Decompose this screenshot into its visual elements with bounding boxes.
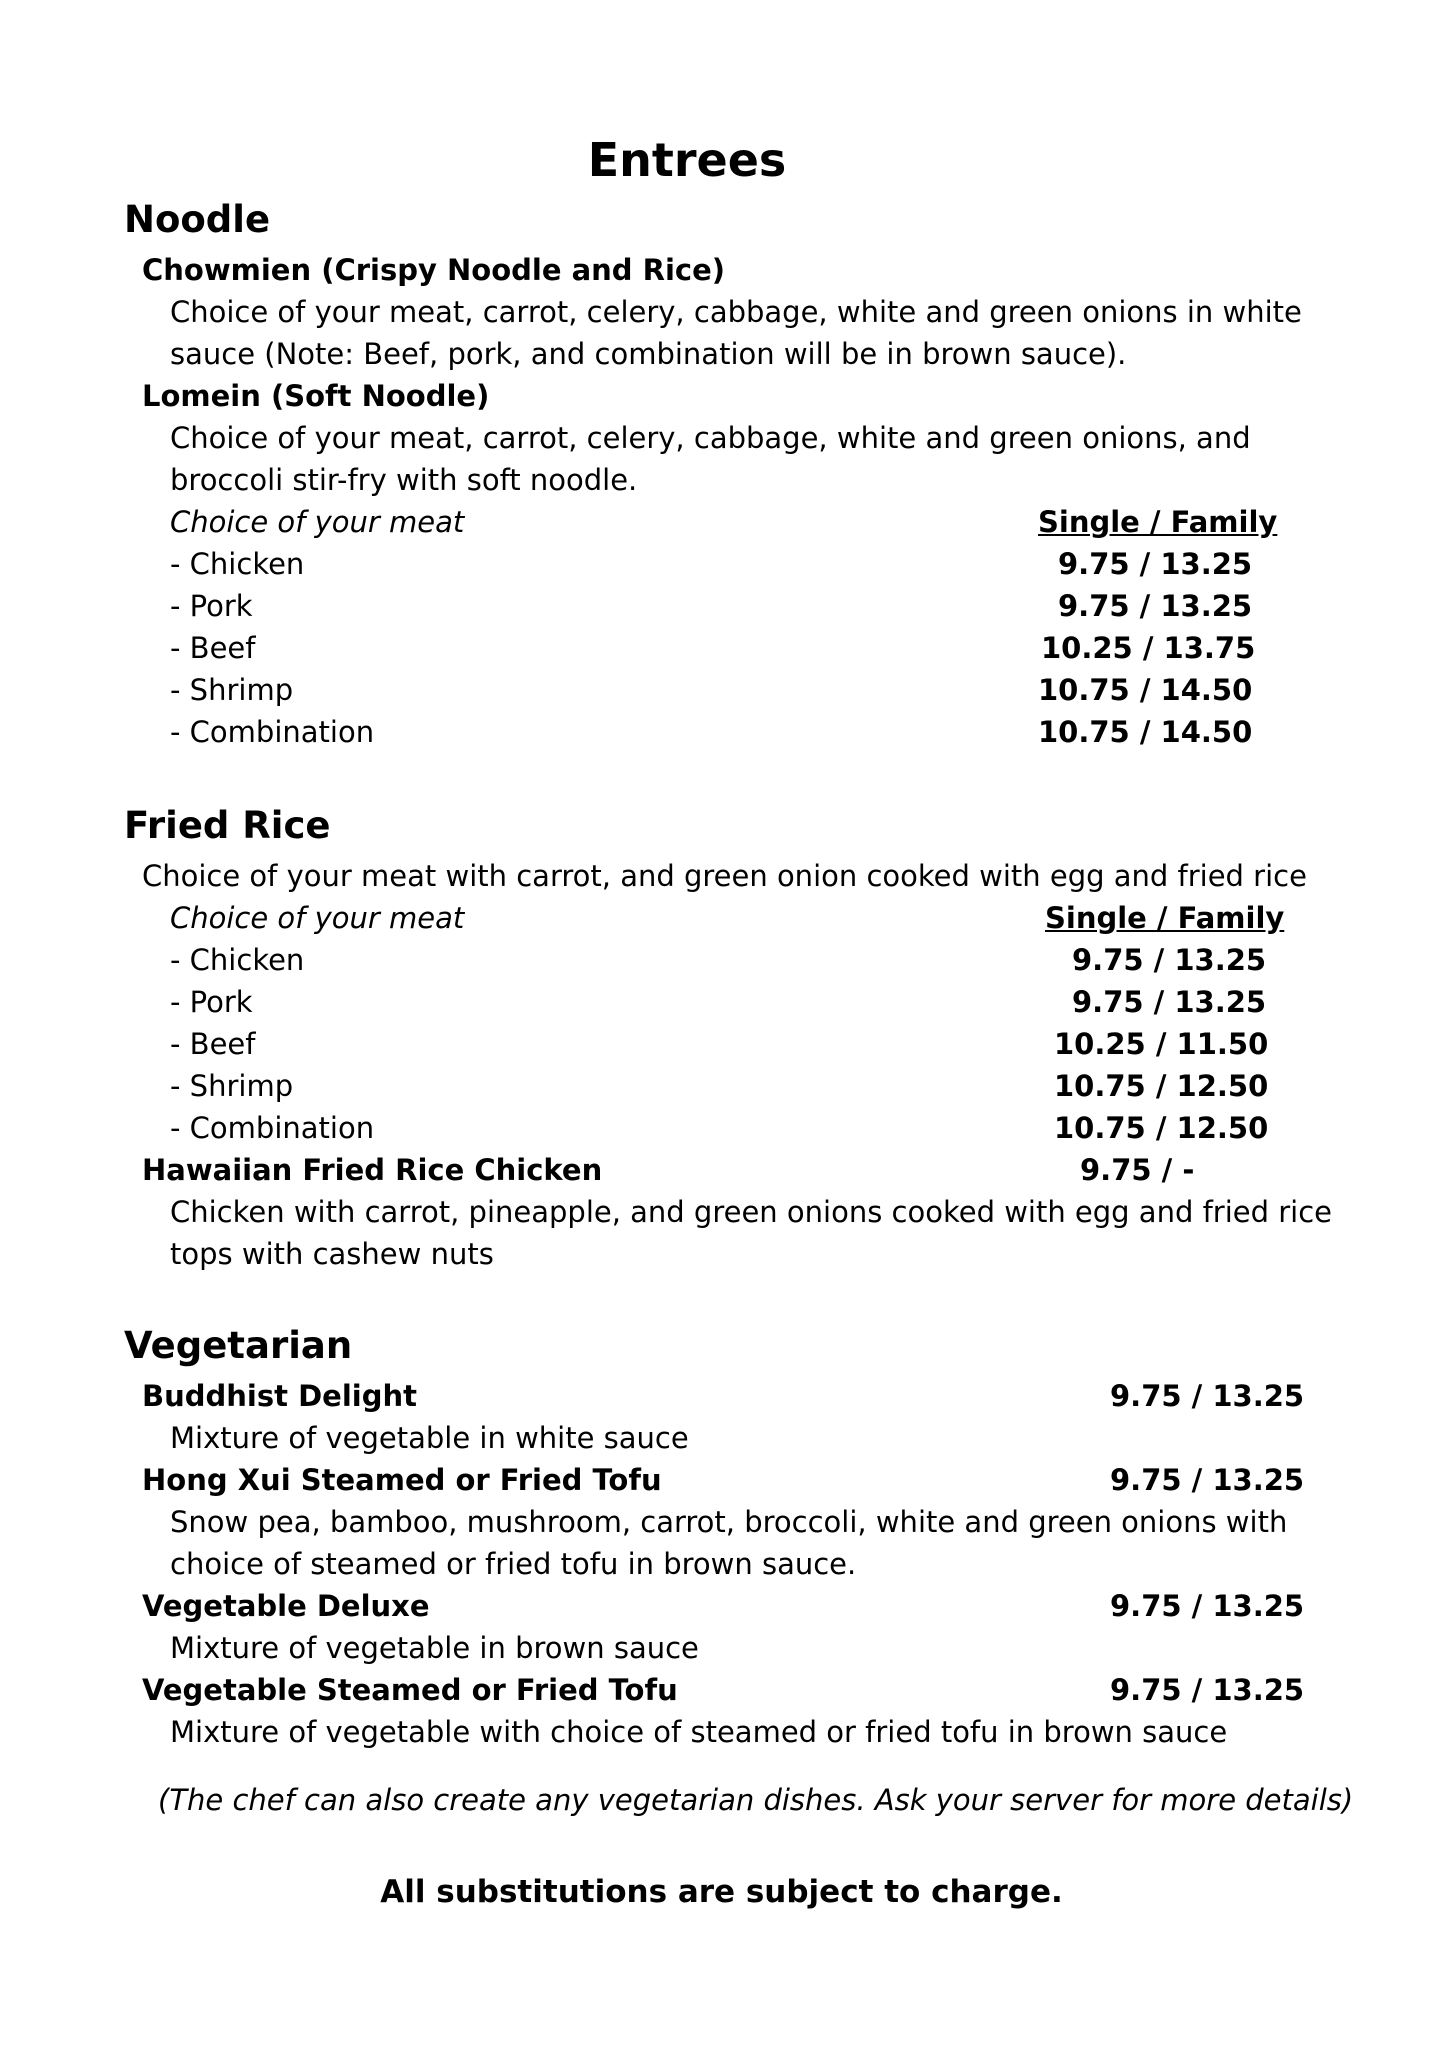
item-desc-vegetable-tofu: Mixture of vegetable with choice of steamed or fried tofu in brown sauce [170, 1715, 1228, 1749]
meat-row-name: - Shrimp [170, 1069, 294, 1103]
section-heading-noodle: Noodle [124, 198, 271, 241]
item-name-hawaiian-fried-rice: Hawaiian Fried Rice Chicken [142, 1153, 603, 1187]
meat-row-price: 9.75 / 13.25 [1058, 589, 1253, 623]
meat-row-name: - Beef [170, 631, 256, 665]
meat-row-price: 10.25 / 11.50 [1054, 1027, 1269, 1061]
price-header-fried-rice: Single / Family [1045, 901, 1285, 935]
choice-label-noodle: Choice of your meat [170, 505, 465, 539]
item-desc-vegetable-deluxe: Mixture of vegetable in brown sauce [170, 1631, 699, 1665]
meat-row-name: - Pork [170, 985, 253, 1019]
meat-row-name: - Beef [170, 1027, 256, 1061]
item-desc-lomein-line2: broccoli stir-fry with soft noodle. [170, 463, 638, 497]
meat-row-name: - Shrimp [170, 673, 294, 707]
price-header-noodle: Single / Family [1038, 505, 1278, 539]
item-desc-chowmien-line1: Choice of your meat, carrot, celery, cabbage, white and green onions in white [170, 295, 1302, 329]
meat-row-price: 10.75 / 14.50 [1038, 673, 1253, 707]
meat-row-price: 9.75 / 13.25 [1072, 943, 1267, 977]
meat-row-price: 9.75 / 13.25 [1072, 985, 1267, 1019]
meat-row-name: - Chicken [170, 943, 305, 977]
item-name-vegetable-deluxe: Vegetable Deluxe [142, 1589, 430, 1623]
item-desc-hawaiian-line1: Chicken with carrot, pineapple, and green onions cooked with egg and fried rice [170, 1195, 1333, 1229]
item-name-vegetable-tofu: Vegetable Steamed or Fried Tofu [142, 1673, 678, 1707]
meat-row-name: - Combination [170, 715, 375, 749]
item-desc-lomein-line1: Choice of your meat, carrot, celery, cabbage, white and green onions, and [170, 421, 1251, 455]
section-heading-vegetarian: Vegetarian [124, 1324, 353, 1367]
section-heading-fried-rice: Fried Rice [124, 804, 331, 847]
item-name-hong-xui-tofu: Hong Xui Steamed or Fried Tofu [142, 1463, 662, 1497]
meat-row-name: - Combination [170, 1111, 375, 1145]
item-price-vegetable-deluxe: 9.75 / 13.25 [1110, 1589, 1305, 1623]
page-title: Entrees [587, 133, 787, 187]
meat-row-price: 10.75 / 12.50 [1054, 1111, 1269, 1145]
meat-row-price: 10.25 / 13.75 [1041, 631, 1256, 665]
section-desc-fried-rice: Choice of your meat with carrot, and green onion cooked with egg and fried rice [142, 859, 1307, 893]
footer-substitutions-note: All substitutions are subject to charge. [380, 1874, 1063, 1910]
meat-row-name: - Chicken [170, 547, 305, 581]
item-price-vegetable-tofu: 9.75 / 13.25 [1110, 1673, 1305, 1707]
item-desc-hong-xui-line2: choice of steamed or fried tofu in brown sauce. [170, 1547, 857, 1581]
item-name-chowmien: Chowmien (Crispy Noodle and Rice) [142, 253, 726, 287]
item-name-buddhist-delight: Buddhist Delight [142, 1379, 417, 1413]
item-desc-hawaiian-line2: tops with cashew nuts [170, 1237, 494, 1271]
meat-row-name: - Pork [170, 589, 253, 623]
vegetarian-note: (The chef can also create any vegetarian dishes. Ask your server for more details) [158, 1783, 1354, 1817]
item-price-hawaiian-fried-rice: 9.75 / - [1080, 1153, 1195, 1187]
meat-row-price: 10.75 / 12.50 [1054, 1069, 1269, 1103]
item-price-buddhist-delight: 9.75 / 13.25 [1110, 1379, 1305, 1413]
item-desc-hong-xui-line1: Snow pea, bamboo, mushroom, carrot, broccoli, white and green onions with [170, 1505, 1288, 1539]
item-desc-buddhist-delight: Mixture of vegetable in white sauce [170, 1421, 689, 1455]
item-desc-chowmien-line2: sauce (Note: Beef, pork, and combination will be in brown sauce). [170, 337, 1127, 371]
meat-row-price: 9.75 / 13.25 [1058, 547, 1253, 581]
item-price-hong-xui-tofu: 9.75 / 13.25 [1110, 1463, 1305, 1497]
meat-row-price: 10.75 / 14.50 [1038, 715, 1253, 749]
item-name-lomein: Lomein (Soft Noodle) [142, 379, 490, 413]
choice-label-fried-rice: Choice of your meat [170, 901, 465, 935]
